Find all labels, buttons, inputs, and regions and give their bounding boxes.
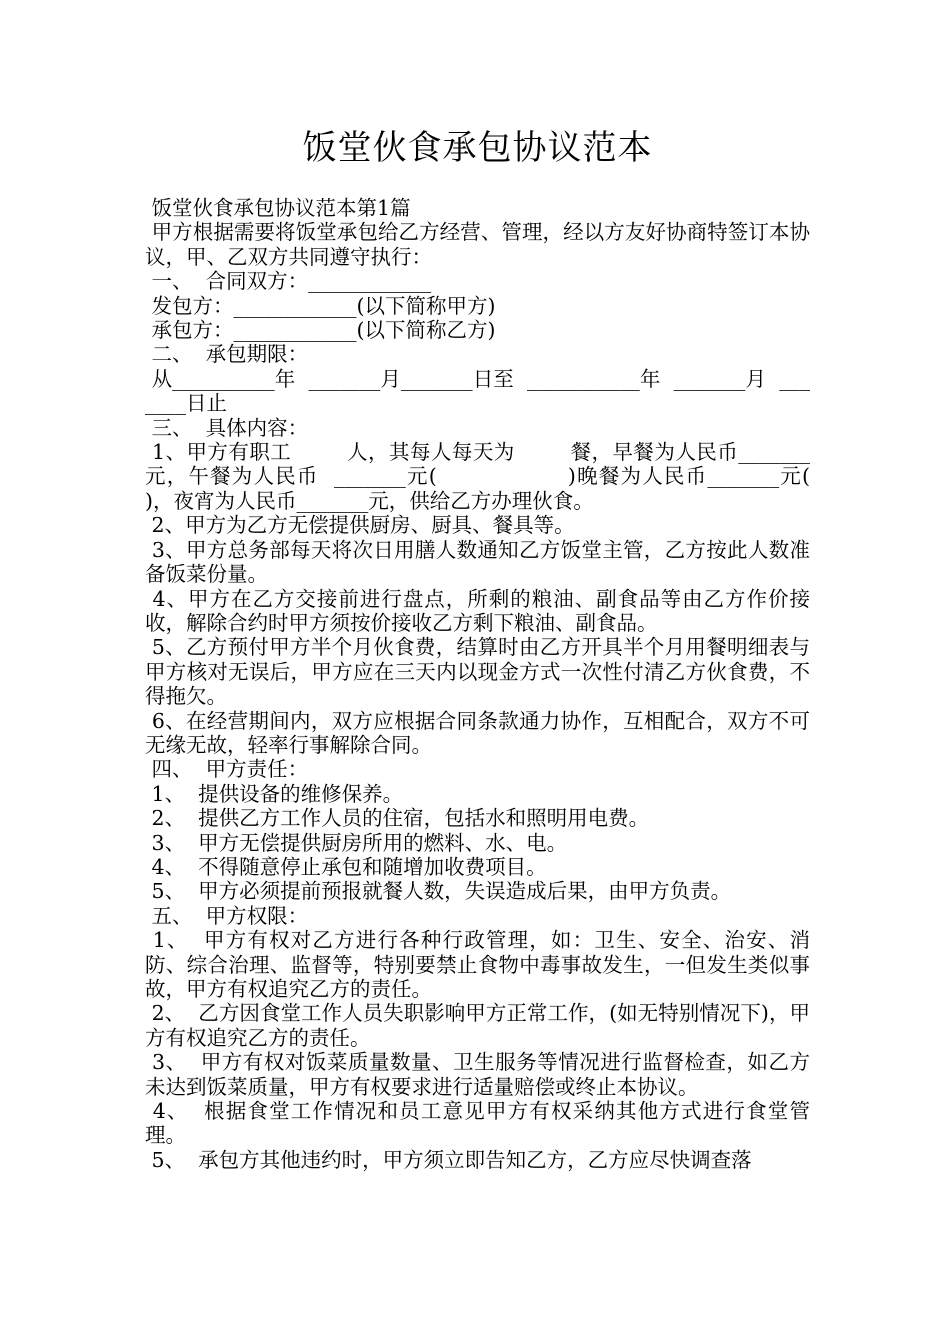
paragraph: 3、 甲方无偿提供厨房所用的燃料、水、电。: [145, 830, 568, 855]
paragraph: 4、甲方在乙方交接前进行盘点，所剩的粮油、副食品等由乙方作价接收，解除合约时甲方须按价接收乙方剩下粮油、副食品。: [145, 586, 810, 635]
paragraph: 1、 提供设备的维修保养。: [145, 781, 404, 806]
paragraph: 甲方根据需要将饭堂承包给乙方经营、管理，经以方友好协商特签订本协议，甲、乙双方共同遵守执行：: [145, 220, 810, 269]
paragraph: 2、 提供乙方工作人员的住宿，包括水和照明用电费。: [145, 806, 650, 831]
paragraph: 一、 合同双方：____________: [145, 269, 432, 294]
paragraph: 1、 甲方有权对乙方进行各种行政管理，如：卫生、安全、治安、消防、综合治理、监督等，特别要禁止食物中毒事故发生，一但发生类似事故，甲方有权追究乙方的责任。: [145, 928, 810, 1001]
paragraph: 4、 不得随意停止承包和随增加收费项目。: [145, 854, 547, 879]
paragraph: 5、乙方预付甲方半个月伙食费，结算时由乙方开具半个月用餐明细表与甲方核对无误后，甲方应在三天内以现金方式一次性付清乙方伙食费，不得拖欠。: [145, 635, 810, 709]
paragraph: 4、 根据食堂工作情况和员工意见甲方有权采纳其他方式进行食堂管理。: [145, 1099, 810, 1148]
paragraph: 从__________年 _______月_______日至 ___________年 _______月 _______日止: [145, 366, 810, 416]
paragraph: 2、甲方为乙方无偿提供厨房、厨具、餐具等。: [145, 513, 575, 538]
paragraph: 3、甲方总务部每天将次日用膳人数通知乙方饭堂主管，乙方按此人数准备饭菜份量。: [145, 537, 810, 587]
paragraph: 3、 甲方有权对饭菜质量数量、卫生服务等情况进行监督检查，如乙方未达到饭菜质量，甲方有权要求进行适量赔偿或终止本协议。: [145, 1050, 810, 1099]
paragraph: 5、 甲方必须提前预报就餐人数，失误造成后果，由甲方负责。: [145, 879, 732, 904]
paragraph: 5、 承包方其他违约时，甲方须立即告知乙方，乙方应尽快调查落: [145, 1147, 752, 1172]
paragraph: 承包方：____________(以下简称乙方): [145, 318, 496, 343]
paragraph: 二、 承包期限：: [145, 342, 309, 367]
paragraph: 饭堂伙食承包协议范本第1篇: [145, 196, 411, 220]
paragraph: 6、在经营期间内，双方应根据合同条款通力协作，互相配合，双方不可无缘无故，轻率行事解除合同。: [145, 708, 810, 757]
document-body: [145, 196, 934, 1172]
paragraph: 四、 甲方责任：: [145, 757, 309, 782]
document-title: 饭堂伙食承包协议范本: [302, 128, 653, 168]
paragraph: 2、 乙方因食堂工作人员失职影响甲方正常工作，(如无特别情况下)，甲方有权追究乙方的责任。: [145, 1001, 810, 1050]
paragraph: 五、 甲方权限：: [145, 903, 309, 928]
paragraph: 三、 具体内容：: [145, 415, 309, 440]
paragraph: 1、甲方有职工 人，其每人每天为 餐，早餐为人民币_______元，午餐为人民币 _______元( )晚餐为人民币_______元( )，夜宵为人民币_______元，供给乙方办理伙食。: [145, 440, 934, 513]
document-page: [145, 124, 934, 1172]
paragraph: 发包方：____________(以下简称甲方): [145, 293, 496, 318]
